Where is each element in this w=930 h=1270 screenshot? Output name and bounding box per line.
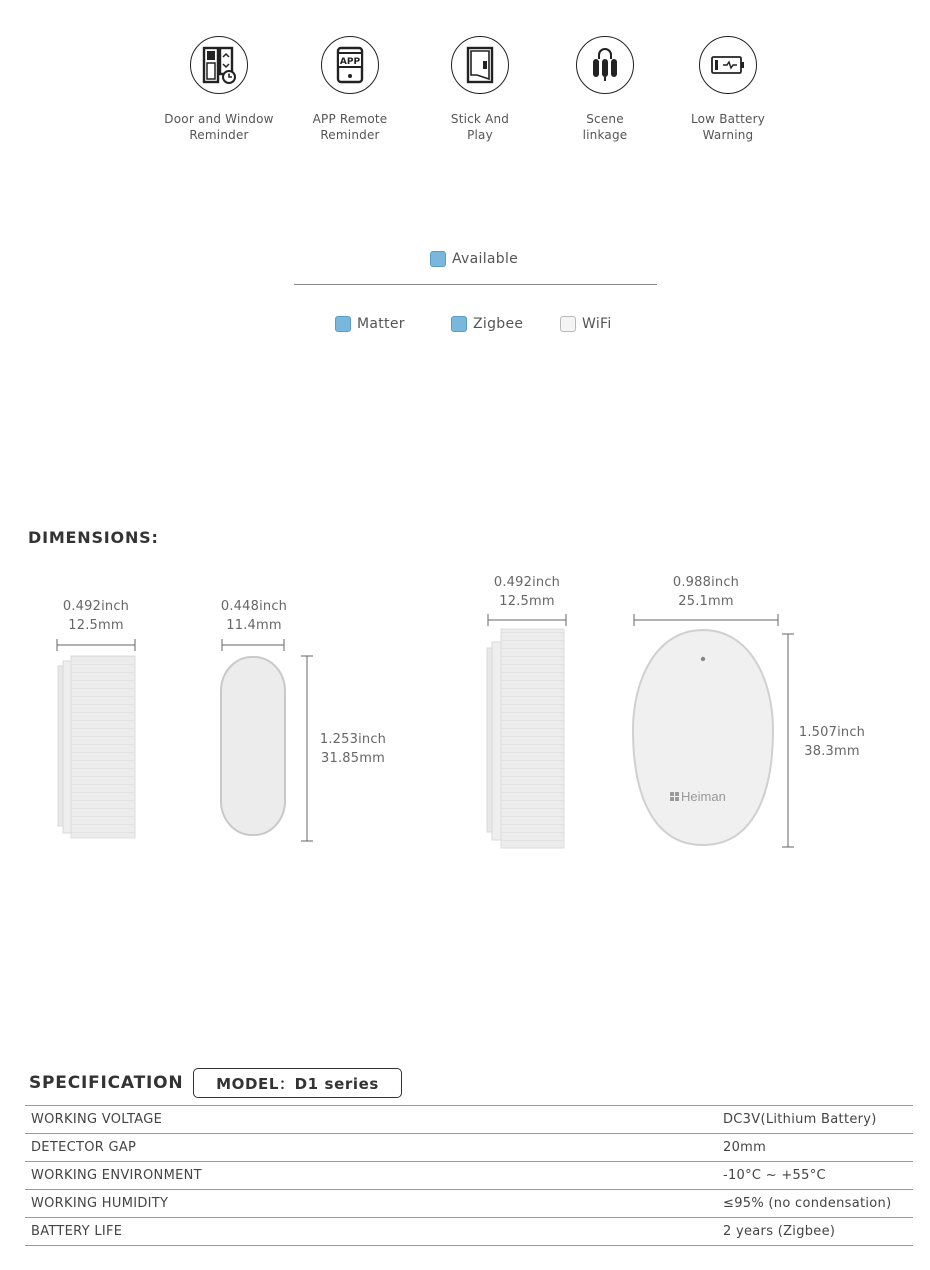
small-side-view bbox=[58, 656, 135, 838]
feature-label: APP Remote Reminder bbox=[312, 112, 388, 142]
available-swatch bbox=[430, 251, 446, 267]
feature-label: Low Battery Warning bbox=[690, 112, 766, 142]
feature-label: Scene linkage bbox=[582, 112, 628, 142]
matter-swatch bbox=[335, 316, 351, 332]
small-depth-line bbox=[222, 639, 284, 651]
table-row: WORKING VOLTAGE DC3V(Lithium Battery) bbox=[25, 1106, 913, 1134]
large-height-label: 1.507inch 38.3mm bbox=[798, 725, 866, 759]
legend-divider bbox=[294, 284, 657, 285]
scene-link-icon bbox=[576, 36, 634, 94]
feature-app-remote bbox=[285, 36, 415, 143]
table-row: WORKING ENVIRONMENT -10°C ~ +55°C bbox=[25, 1162, 913, 1190]
large-width-line bbox=[488, 614, 566, 626]
specification-title: SPECIFICATION bbox=[29, 1073, 184, 1093]
feature-label: Stick And Play bbox=[450, 112, 510, 142]
brand-logo-text: Heiman bbox=[681, 789, 726, 804]
app-phone-icon bbox=[321, 36, 379, 94]
feature-label: Door and Window Reminder bbox=[164, 112, 274, 142]
table-row: DETECTOR GAP 20mm bbox=[25, 1134, 913, 1162]
stick-door-icon bbox=[451, 36, 509, 94]
dimension-drawings bbox=[0, 560, 930, 880]
model-badge: MODEL：D1 series bbox=[193, 1068, 402, 1098]
feature-scene-linkage bbox=[540, 36, 670, 143]
table-row: BATTERY LIFE 2 years (Zigbee) bbox=[25, 1218, 913, 1246]
small-width-label: 0.492inch 12.5mm bbox=[62, 599, 130, 633]
svg-text:APP: APP bbox=[339, 57, 361, 67]
large-depth-line bbox=[634, 614, 778, 626]
low-battery-icon bbox=[699, 36, 757, 94]
legend-wifi: WiFi bbox=[560, 313, 612, 332]
zigbee-swatch bbox=[451, 316, 467, 332]
small-height-line bbox=[301, 656, 313, 841]
table-row: WORKING HUMIDITY ≤95% (no condensation) bbox=[25, 1190, 913, 1218]
legend-available: Available bbox=[430, 248, 518, 267]
small-depth-label: 0.448inch 11.4mm bbox=[220, 599, 288, 633]
large-depth-label: 0.988inch 25.1mm bbox=[672, 575, 740, 609]
dimensions-title: DIMENSIONS: bbox=[28, 528, 159, 547]
feature-stick-play bbox=[415, 36, 545, 143]
large-width-label: 0.492inch 12.5mm bbox=[493, 575, 561, 609]
large-side-view bbox=[487, 629, 564, 848]
wifi-swatch bbox=[560, 316, 576, 332]
large-height-line bbox=[782, 634, 794, 847]
feature-low-battery bbox=[663, 36, 793, 143]
legend-zigbee: Zigbee bbox=[451, 313, 523, 332]
legend-matter: Matter bbox=[335, 313, 405, 332]
door-window-icon bbox=[190, 36, 248, 94]
feature-door-window bbox=[154, 36, 284, 143]
small-height-label: 1.253inch 31.85mm bbox=[319, 732, 387, 766]
large-front-view bbox=[633, 630, 773, 845]
spec-table bbox=[25, 1105, 913, 1246]
small-front-view bbox=[221, 657, 285, 835]
small-width-line bbox=[57, 639, 135, 651]
